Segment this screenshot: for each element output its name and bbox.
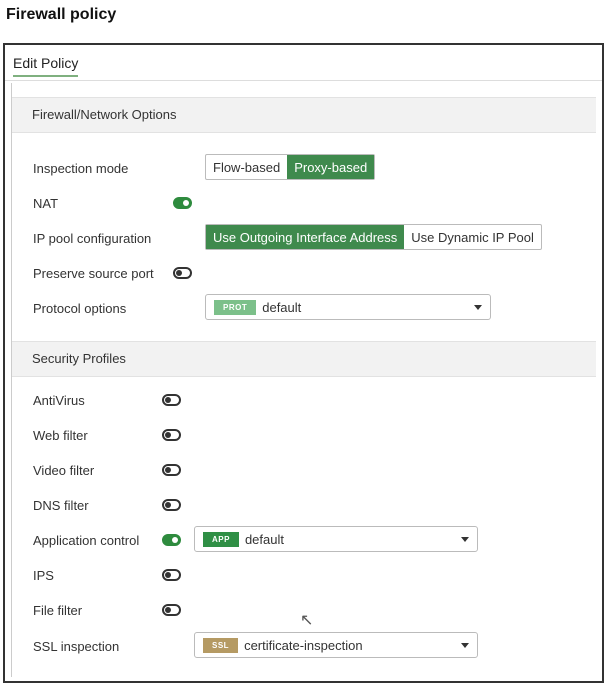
ssl-inspection-label: SSL inspection — [33, 639, 120, 654]
dns-filter-toggle[interactable] — [162, 499, 181, 511]
section-header-network — [12, 97, 596, 133]
chevron-down-icon — [461, 643, 469, 648]
inspection-mode-label: Inspection mode — [33, 161, 129, 176]
antivirus-label: AntiVirus — [33, 393, 85, 408]
app-control-toggle[interactable] — [162, 534, 181, 546]
ips-label: IPS — [33, 568, 54, 583]
tab-edit-policy[interactable]: Edit Policy — [13, 55, 78, 77]
chevron-down-icon — [474, 305, 482, 310]
app-control-value: default — [244, 531, 284, 547]
web-filter-toggle[interactable] — [162, 429, 181, 441]
policy-form — [11, 83, 596, 677]
dns-filter-label: DNS filter — [33, 498, 89, 513]
nat-toggle[interactable] — [173, 197, 192, 209]
ssl-inspection-select[interactable] — [194, 632, 478, 658]
ssl-inspection-value: certificate-inspection — [244, 637, 363, 653]
video-filter-label: Video filter — [33, 463, 95, 478]
nat-label: NAT — [33, 196, 59, 211]
file-filter-label: File filter — [33, 603, 83, 618]
ssl-badge: SSL — [203, 638, 238, 653]
inspection-mode-toggle — [205, 154, 375, 180]
section-title-network: Firewall/Network Options — [32, 107, 177, 122]
preserve-source-port-label: Preserve source port — [33, 266, 154, 281]
antivirus-toggle[interactable] — [162, 394, 181, 406]
proxy-based-option[interactable]: Proxy-based — [287, 155, 374, 179]
preserve-source-port-toggle[interactable] — [173, 267, 192, 279]
mouse-cursor-icon: ↖ — [300, 612, 314, 629]
video-filter-toggle[interactable] — [162, 464, 181, 476]
flow-based-option[interactable]: Flow-based — [213, 159, 281, 175]
chevron-down-icon — [461, 537, 469, 542]
app-control-select[interactable] — [194, 526, 478, 552]
app-control-label: Application control — [33, 533, 140, 548]
page-title: Firewall policy — [6, 6, 117, 23]
section-header-security — [12, 341, 596, 377]
protocol-options-value: default — [262, 299, 302, 315]
dynamic-ip-pool-option[interactable]: Use Dynamic IP Pool — [411, 229, 534, 245]
web-filter-label: Web filter — [33, 428, 88, 443]
file-filter-toggle[interactable] — [162, 604, 181, 616]
ip-pool-toggle — [205, 224, 542, 250]
protocol-options-select[interactable] — [205, 294, 491, 320]
tab-divider — [5, 80, 602, 81]
prot-badge: PROT — [214, 300, 256, 315]
app-badge: APP — [203, 532, 239, 547]
protocol-options-label: Protocol options — [33, 301, 127, 316]
ips-toggle[interactable] — [162, 569, 181, 581]
ip-pool-label: IP pool configuration — [33, 231, 152, 246]
section-title-security: Security Profiles — [32, 351, 126, 366]
edit-policy-window — [3, 43, 604, 683]
outgoing-interface-option[interactable]: Use Outgoing Interface Address — [206, 225, 404, 249]
